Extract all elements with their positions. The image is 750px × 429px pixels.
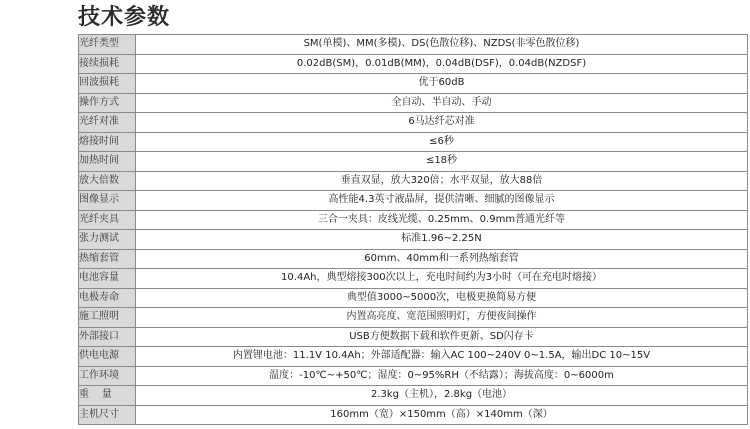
row-label: 接续损耗: [79, 54, 136, 74]
row-value: 温度：-10℃~+50℃；湿度：0~95%RH（不结露）；海拔高度：0~6000m: [136, 366, 748, 386]
row-label: 光纤类型: [79, 35, 136, 55]
table-row: [79, 366, 748, 386]
row-label: 操作方式: [79, 93, 136, 113]
spec-table: [78, 34, 748, 425]
row-value: 垂直双显，放大320倍；水平双显，放大88倍: [136, 171, 748, 191]
row-value: 160mm（宽）×150mm（高）×140mm（深）: [136, 405, 748, 425]
table-row: [79, 93, 748, 113]
table-row: [79, 386, 748, 406]
row-label: 光纤对准: [79, 113, 136, 133]
table-row: [79, 54, 748, 74]
row-label: 熔接时间: [79, 132, 136, 152]
row-label: 电池容量: [79, 269, 136, 289]
row-label: 工作环境: [79, 366, 136, 386]
row-label: 热缩套管: [79, 249, 136, 269]
table-row: [79, 74, 748, 94]
row-value: 0.02dB(SM)，0.01dB(MM)，0.04dB(DSF)，0.04dB(NZDSF): [136, 54, 748, 74]
row-value: 优于60dB: [136, 74, 748, 94]
row-label: 外部接口: [79, 327, 136, 347]
row-value: 内置锂电池：11.1V 10.4Ah；外部适配器：输入AC 100~240V 0~1.5A，输出DC 10~15V: [136, 347, 748, 367]
table-row: [79, 132, 748, 152]
row-value: SM(单模)、MM(多模)、DS(色散位移)、NZDS(非零色散位移): [136, 35, 748, 55]
table-row: [79, 113, 748, 133]
table-row: [79, 191, 748, 211]
row-label: 施工照明: [79, 308, 136, 328]
row-label: 图像显示: [79, 191, 136, 211]
table-row: [79, 327, 748, 347]
table-row: [79, 35, 748, 55]
table-row: [79, 230, 748, 250]
row-label: 光纤夹具: [79, 210, 136, 230]
table-row: [79, 269, 748, 289]
row-value: ≤6秒: [136, 132, 748, 152]
row-value: 全自动、半自动、手动: [136, 93, 748, 113]
row-value: 60mm、40mm和一系列热缩套管: [136, 249, 748, 269]
table-row: [79, 347, 748, 367]
row-label: 放大倍数: [79, 171, 136, 191]
row-label: 回波损耗: [79, 74, 136, 94]
table-row: [79, 152, 748, 172]
table-row: [79, 210, 748, 230]
page-title: 技术参数: [78, 5, 171, 30]
row-value: 内置高亮度、宽范围照明灯，方便夜间操作: [136, 308, 748, 328]
table-row: [79, 171, 748, 191]
row-value: 6马达纤芯对准: [136, 113, 748, 133]
row-value: 10.4Ah，典型熔接300次以上，充电时间约为3小时（可在充电时熔接）: [136, 269, 748, 289]
row-value: ≤18秒: [136, 152, 748, 172]
row-label: 加热时间: [79, 152, 136, 172]
table-row: [79, 249, 748, 269]
table-row: [79, 308, 748, 328]
row-label: 电极寿命: [79, 288, 136, 308]
row-value: USB方便数据下载和软件更新、SD闪存卡: [136, 327, 748, 347]
row-value: 标准1.96~2.25N: [136, 230, 748, 250]
row-label: 重 量: [79, 386, 136, 406]
row-value: 高性能4.3英寸液晶屏，提供清晰、细腻的图像显示: [136, 191, 748, 211]
row-value: 2.3kg（主机），2.8kg（电池）: [136, 386, 748, 406]
row-value: 典型值3000~5000次，电极更换简易方便: [136, 288, 748, 308]
table-row: [79, 288, 748, 308]
row-label: 供电电源: [79, 347, 136, 367]
table-row: [79, 405, 748, 425]
row-label: 张力测试: [79, 230, 136, 250]
row-value: 三合一夹具：皮线光缆、0.25mm、0.9mm普通光纤等: [136, 210, 748, 230]
row-label: 主机尺寸: [79, 405, 136, 425]
